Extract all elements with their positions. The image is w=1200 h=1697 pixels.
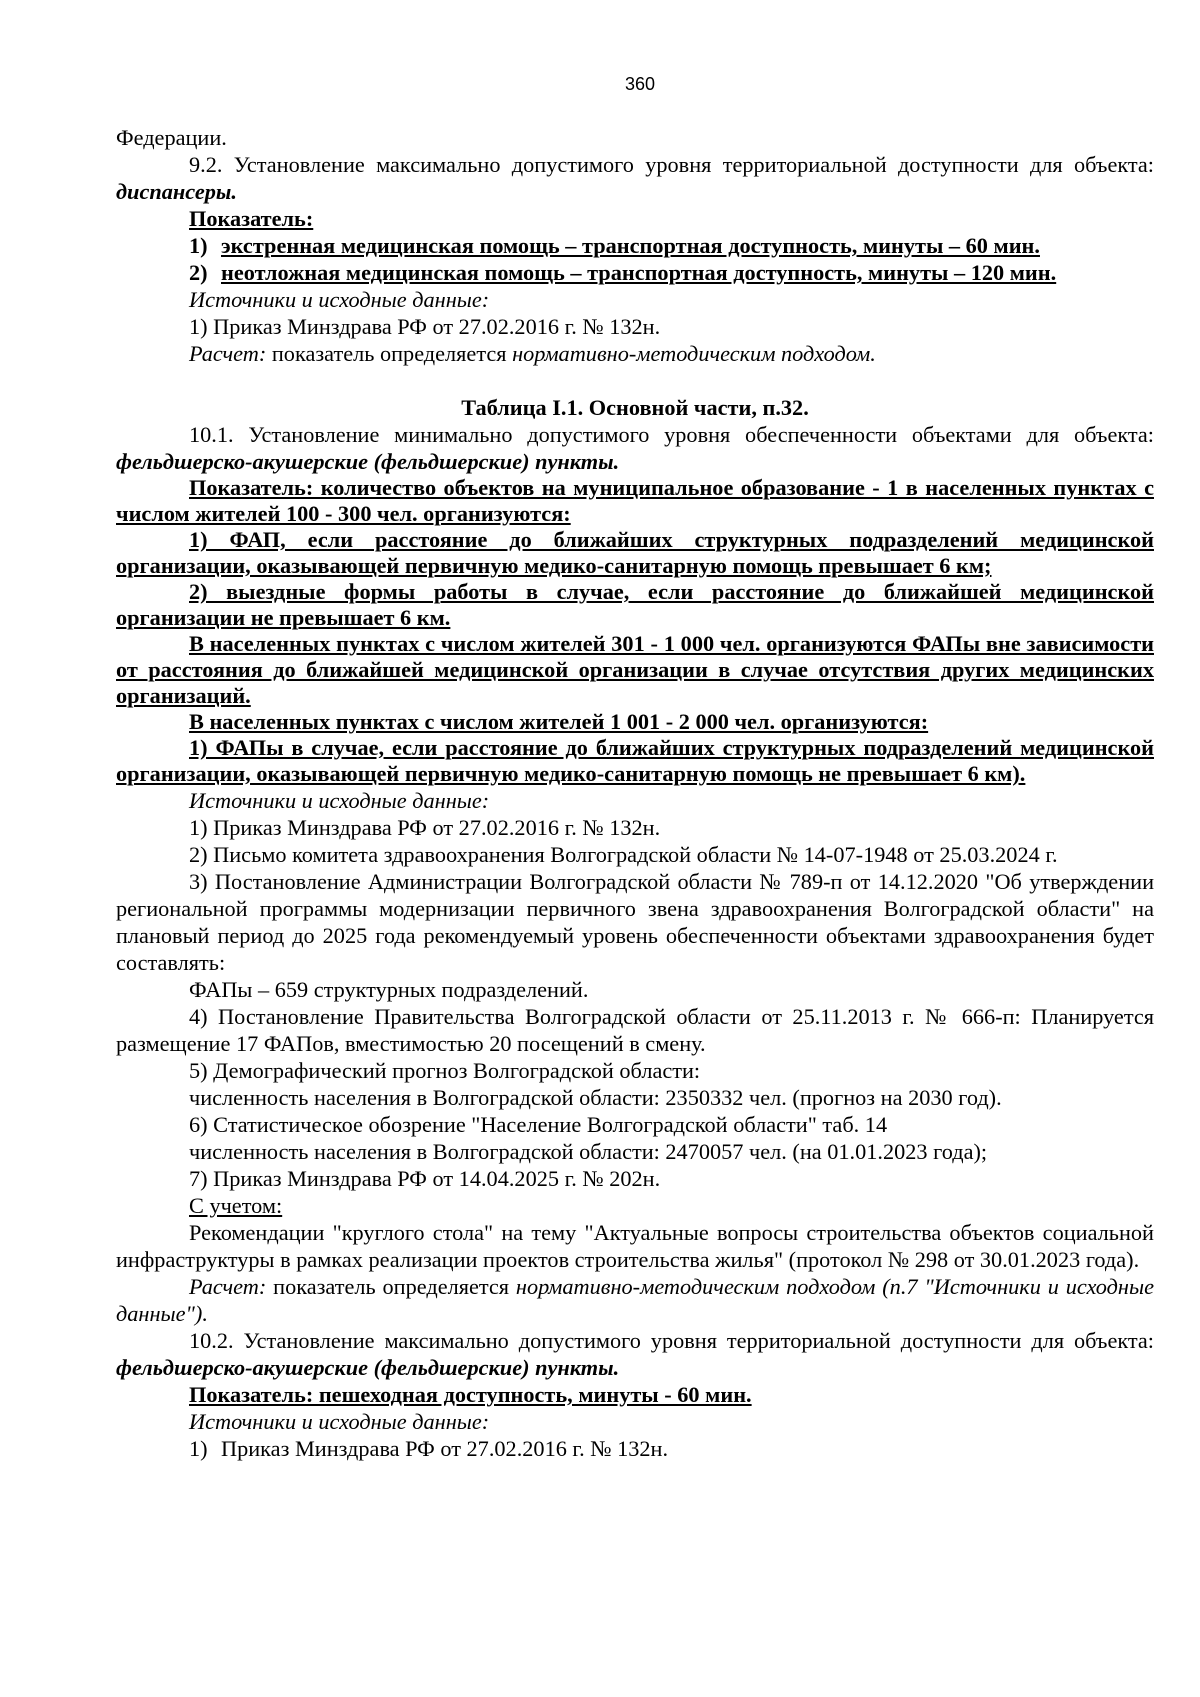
indicator-list-item: 2) неотложная медицинская помощь – транспортная доступность, минуты – 120 мин. bbox=[189, 260, 1057, 285]
object-name: фельдшерско-акушерские (фельдшерские) пункты. bbox=[116, 449, 620, 474]
source-item: 2) Письмо комитета здравоохранения Волгоградской области № 14-07-1948 от 25.03.2024 г. bbox=[189, 842, 1058, 867]
rule-item: 1) ФАПы в случае, если расстояние до ближайших структурных подразделений медицинской организации, оказывающей первичную медико-санитарную помощь не превышает 6 км). bbox=[116, 735, 1154, 786]
source-subitem: численность населения в Волгоградской области: 2470057 чел. (на 01.01.2023 года); bbox=[189, 1139, 988, 1164]
calculation-note: Расчет: показатель определяется нормативно-методическим подходом (п.7 "Источники и исходные данные"). bbox=[116, 1274, 1154, 1326]
source-item: 7) Приказ Минздрава РФ от 14.04.2025 г. № 202н. bbox=[189, 1166, 661, 1191]
indicator-text: Показатель: пешеходная доступность, минуты - 60 мин. bbox=[189, 1382, 752, 1407]
rule-item: В населенных пунктах с числом жителей 301 - 1 000 чел. организуются ФАПы вне зависимости от расстояния до ближайшей медицинской организации в случае отсутствия других медицинских организаций. bbox=[116, 631, 1154, 708]
indicator-text: Показатель: количество объектов на муниципальное образование - 1 в населенных пунктах с числом жителей 100 - 300 чел. организуются: bbox=[116, 475, 1154, 526]
source-item: 5) Демографический прогноз Волгоградской области: bbox=[189, 1058, 701, 1083]
sources-label: Источники и исходные данные: bbox=[189, 1409, 490, 1434]
source-item: 1) Приказ Минздрава РФ от 27.02.2016 г. № 132н. bbox=[189, 314, 661, 339]
continuation-text: Федерации. bbox=[116, 125, 227, 150]
object-name: фельдшерско-акушерские (фельдшерские) пункты. bbox=[116, 1355, 620, 1380]
document-body bbox=[116, 124, 1154, 1462]
table-title: Таблица I.1. Основной части, п.32. bbox=[461, 395, 809, 420]
rule-item: 2) выездные формы работы в случае, если расстояние до ближайшей медицинской организации не превышает 6 км. bbox=[116, 579, 1154, 630]
page-number: 360 bbox=[624, 74, 656, 94]
source-subitem: численность населения в Волгоградской области: 2350332 чел. (прогноз на 2030 год). bbox=[189, 1085, 1002, 1110]
source-item: 3) Постановление Администрации Волгоградской области № 789-п от 14.12.2020 "Об утверждении региональной программы модернизации первичного звена здравоохранения Волгоградской области" на плановый период до 2025 года рекомендуемый уровень обеспеченности объектами здравоохранения будет составлять: bbox=[116, 869, 1154, 975]
source-item: 1) Приказ Минздрава РФ от 27.02.2016 г. № 132н. bbox=[189, 815, 661, 840]
paragraph-9-2: 9.2. Установление максимально допустимого уровня территориальной доступности для объекта: диспансеры. bbox=[116, 152, 1154, 204]
calculation-note: Расчет: показатель определяется нормативно-методическим подходом. bbox=[189, 341, 876, 366]
source-list-item: 1) Приказ Минздрава РФ от 27.02.2016 г. № 132н. bbox=[189, 1436, 669, 1461]
rule-item: 1) ФАП, если расстояние до ближайших структурных подразделений медицинской организации, оказывающей первичную медико-санитарную помощь превышает 6 км; bbox=[116, 527, 1154, 578]
paragraph-10-1: 10.1. Установление минимально допустимого уровня обеспеченности объектами для объекта: фельдшерско-акушерские (фельдшерские) пункты. bbox=[116, 422, 1154, 474]
source-item: 6) Статистическое обозрение "Население Волгоградской области" таб. 14 bbox=[189, 1112, 888, 1137]
object-name: диспансеры. bbox=[116, 179, 237, 204]
considering-label: С учетом: bbox=[189, 1193, 283, 1218]
paragraph-10-2: 10.2. Установление максимально допустимого уровня территориальной доступности для объекта: фельдшерско-акушерские (фельдшерские) пункты. bbox=[116, 1328, 1154, 1380]
indicator-list-item: 1) экстренная медицинская помощь – транспортная доступность, минуты – 60 мин. bbox=[189, 233, 1040, 258]
rule-item: В населенных пунктах с числом жителей 1 001 - 2 000 чел. организуются: bbox=[189, 709, 929, 734]
source-subitem: ФАПы – 659 структурных подразделений. bbox=[189, 977, 589, 1002]
indicator-label: Показатель: bbox=[189, 206, 314, 231]
sources-label: Источники и исходные данные: bbox=[189, 287, 490, 312]
section-spacer bbox=[116, 367, 1154, 394]
recommendation-text: Рекомендации "круглого стола" на тему "Актуальные вопросы строительства объектов социальной инфраструктуры в рамках реализации проектов строительства жилья" (протокол № 298 от 30.01.2023 года). bbox=[116, 1220, 1154, 1272]
sources-label: Источники и исходные данные: bbox=[189, 788, 490, 813]
source-item: 4) Постановление Правительства Волгоградской области от 25.11.2013 г. № 666-п: Планируется размещение 17 ФАПов, вместимостью 20 посещений в смену. bbox=[116, 1004, 1154, 1056]
